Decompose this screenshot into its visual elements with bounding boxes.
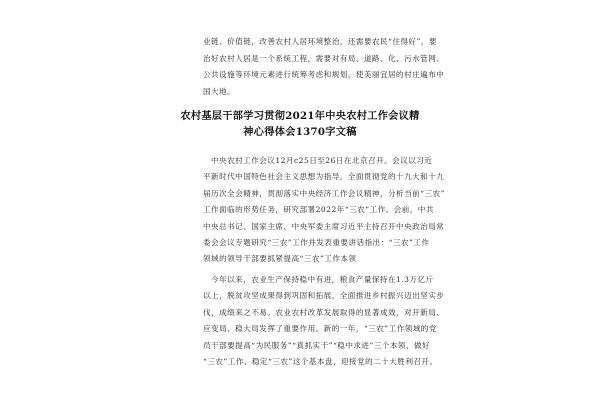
text-line: 领域的领导干部要抓紧提高“三农”工作本领 <box>203 254 357 263</box>
text-line: 公共设施等环境元素进行统筹考虑和规划，使美丽宜居的村庄遍布中 <box>203 70 445 79</box>
text-line: “三农”工作、稳定“三农”这个基本盘，迎接党的二十大胜利召开。 <box>203 357 438 366</box>
text-line: 中央农村工作会议12月c25日至26日在北京召开。会议以习近 <box>211 156 433 165</box>
article-title-line-1: 农村基层干部学习贯彻2021年中央农村工作会议精 <box>180 110 420 122</box>
text-line: 治好农村人居是一个系统工程，需要对有局、道路、化、污水管网、 <box>203 54 445 63</box>
text-line: 届历次全会精神，贯彻落实中央经济工作会议精神，分析当前“三农” <box>203 189 445 198</box>
text-line: 业链、价值链，改善农村人居环境整治，还需要农民“住得好”，要 <box>203 37 437 46</box>
text-line: 员干部要提高“为民服务”“真抓实干”“稳中求进”三个本领，做好 <box>203 341 431 350</box>
text-line: 中央总书记、国家主席、中央军委主席习近平主持召开中央政治局常 <box>203 222 445 231</box>
article-title-line-2: 神心得体会1370字文稿 <box>243 126 357 138</box>
text-line: 国大地。 <box>203 87 236 96</box>
text-line: 以上，脱贫攻坚成果得到巩固和拓展，全面推进乡村振兴迈出坚实步 <box>203 291 445 300</box>
text-line: 工作面临的形势任务，研究部署2022年“三农”工作。会前，中共 <box>203 205 434 214</box>
text-line: 应变局、稳大局发挥了重要作用。新的一年，“三农”工作领域的党 <box>203 324 437 333</box>
text-line: 平新时代中国特色社会主义思想为指导，全面贯彻党的十九大和十九 <box>203 172 445 181</box>
text-line: 今年以来，农业生产保持稳中有进，粮食产量保持在1.3万亿斤 <box>211 275 434 284</box>
text-line: 伐，成绩来之不易。农业农村改革发展取得的显著成效，对开新局、 <box>203 308 445 317</box>
text-line: 委会会议专题研究“三农”工作并发表重要讲话指出：“三农”工作 <box>203 238 430 247</box>
